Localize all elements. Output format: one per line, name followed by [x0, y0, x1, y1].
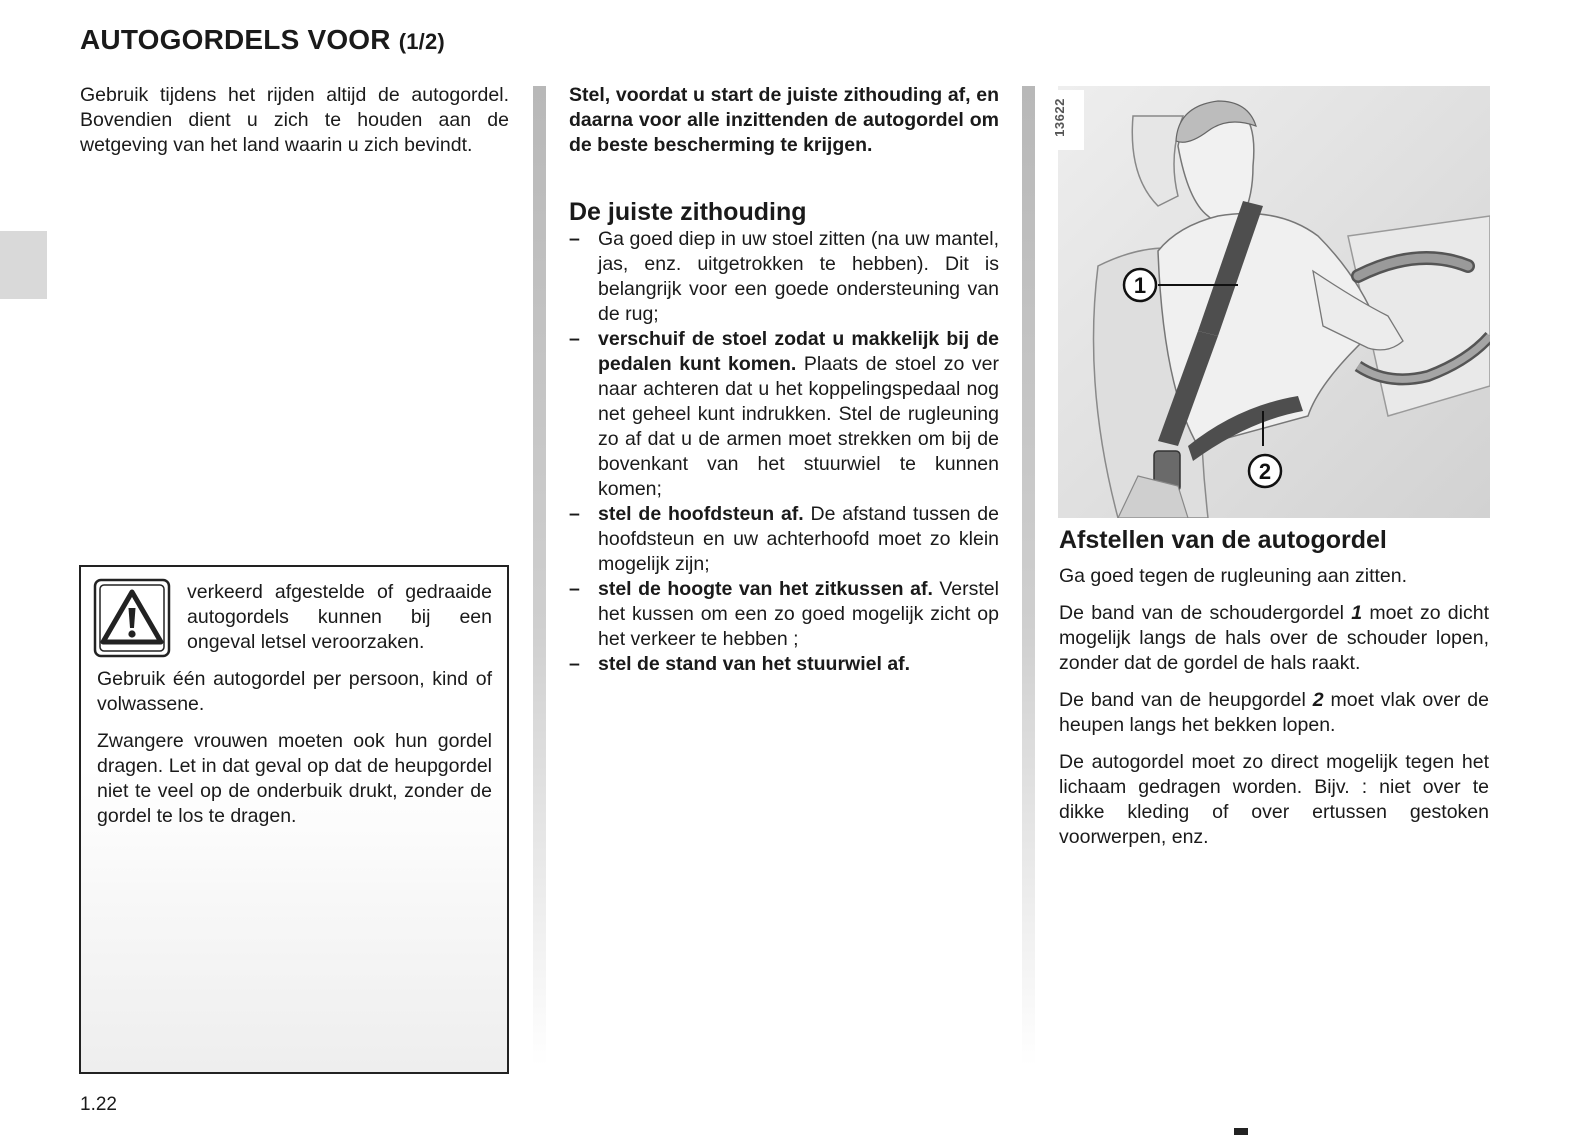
column-3 [1059, 526, 1489, 862]
callout-1-label: 1 [1133, 273, 1147, 298]
seating-steps-list [569, 227, 999, 677]
belt-paragraph-4: De autogordel moet zo direct mogelijk tegen het lichaam gedragen worden. Bijv. : niet over te dikke kleding of over ertussen gestoken voorwerpen, enz. [1059, 751, 1489, 848]
title-text: AUTOGORDELS VOOR [80, 24, 391, 55]
callout-2-label: 2 [1258, 459, 1272, 484]
page-number: 1.22 [80, 1094, 117, 1115]
column-1 [80, 83, 509, 158]
list-item: – stel de hoogte van het zitkussen af. Verstel het kussen om een zo goed mogelijk zicht op het verkeer te hebben ; [569, 577, 999, 652]
title-suffix: (1/2) [398, 29, 445, 54]
figure-number: 13622 [1051, 98, 1067, 137]
crop-mark [1234, 1128, 1248, 1135]
list-item: – Ga goed diep in uw stoel zitten (na uw mantel, jas, enz. uitgetrokken te hebben). Dit is belangrijk voor een goede ondersteuning van de rug; [569, 227, 999, 327]
warning-text [97, 580, 492, 841]
belt-paragraph-2: De band van de schoudergordel 1 moet zo dicht mogelijk langs de hals over de schouder lopen, zonder dat de gordel de hals raakt. [1059, 602, 1490, 674]
belt-paragraph-3: De band van de heupgordel 2 moet vlak over de heupen langs het bekken lopen. [1059, 689, 1489, 736]
warning-paragraph-2: Gebruik één autogordel per persoon, kind of volwassene. [97, 668, 492, 715]
list-item: – stel de hoofdsteun af. De afstand tussen de hoofdsteun en uw achterhoofd moet zo klein mogelijk zijn; [569, 502, 999, 577]
page-title [80, 24, 445, 56]
seatbelt-illustration [1058, 86, 1490, 518]
intro-paragraph: Gebruik tijdens het rijden altijd de autogordel. Bovendien dient u zich te houden aan de wetgeving van het land waarin u zich bevindt. [80, 84, 509, 156]
intro-bold-paragraph: Stel, voordat u start de juiste zithouding af, en daarna voor alle inzittenden de autogordel om de beste bescherming te krijgen. [569, 84, 999, 156]
reference-1: 1 [1351, 602, 1363, 624]
column-2 [569, 83, 999, 677]
section-heading-seating: De juiste zithouding [569, 198, 807, 226]
warning-first-paragraph: verkeerd afgestelde of gedraaide autogordels kunnen bij een ongeval letsel veroorzaken. [187, 581, 492, 653]
belt-paragraph-1: Ga goed tegen de rugleuning aan zitten. [1059, 565, 1408, 587]
column-separator-1 [533, 86, 546, 1066]
list-item: – verschuif de stoel zodat u makkelijk bij de pedalen kunt komen. Plaats de stoel zo ver naar achteren dat u het koppelingspedaal nog net geheel kunt indrukken. Stel de rugleuning zo af dat u de armen moet strekken om bij de bovenkant van het stuurwiel te kunnen komen; [569, 327, 999, 502]
column-separator-2 [1022, 86, 1035, 1066]
section-heading-belt-adjust: Afstellen van de autogordel [1059, 526, 1387, 554]
reference-2: 2 [1312, 689, 1324, 711]
chapter-tab [0, 231, 47, 299]
figure-number-strip [1051, 90, 1084, 150]
warning-paragraph-3: Zwangere vrouwen moeten ook hun gordel dragen. Let in dat geval op dat de heupgordel niet te veel op de onderbuik drukt, zonder de gordel te los te dragen. [97, 730, 492, 827]
list-item: – stel de stand van het stuurwiel af. [569, 652, 999, 677]
